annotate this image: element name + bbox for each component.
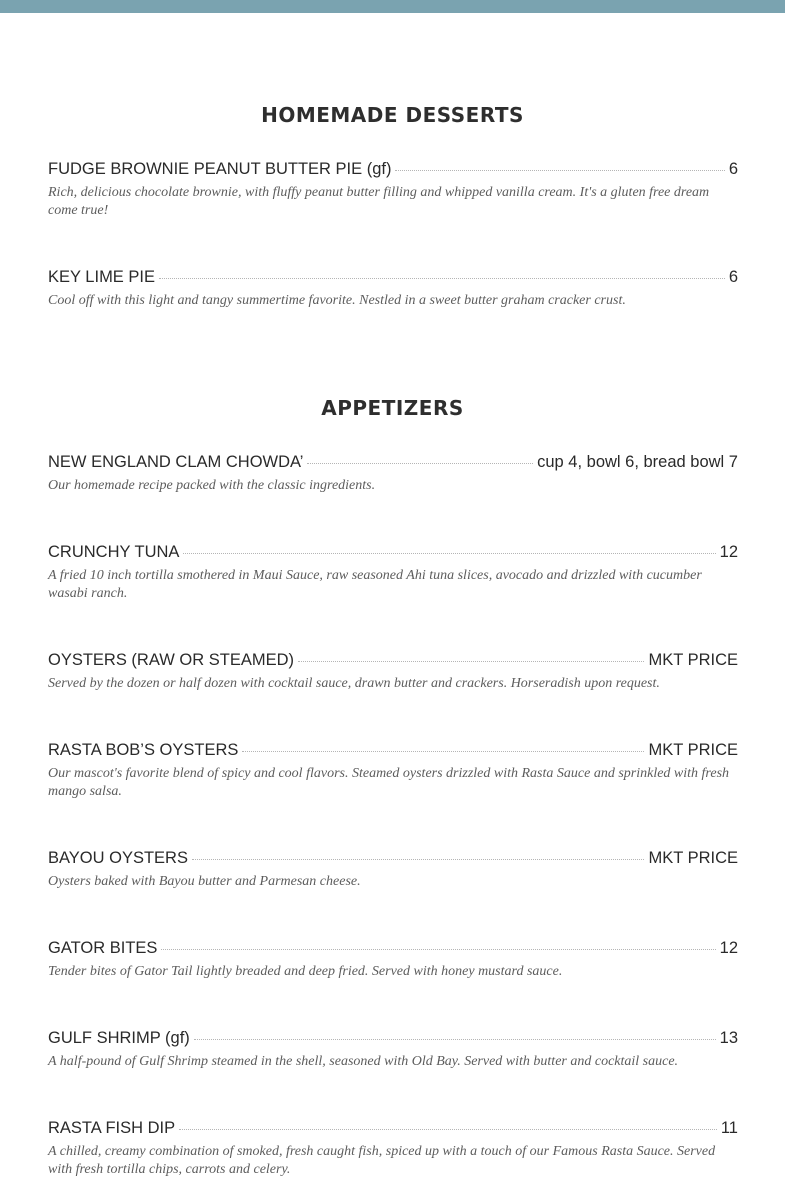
item-name: FUDGE BROWNIE PEANUT BUTTER PIE (gf) [48, 160, 392, 178]
section-title-desserts: HOMEMADE DESSERTS [261, 103, 524, 127]
menu-item-rasta-bobs-oysters [48, 740, 738, 801]
menu-item-crunchy-tuna [48, 542, 738, 603]
item-description: A fried 10 inch tortilla smothered in Maui Sauce, raw seasoned Ahi tuna slices, avocado and drizzled with cucumber wasabi ranch. [48, 568, 702, 601]
dot-leader [179, 1129, 717, 1130]
dot-leader [183, 553, 715, 554]
menu-item-oysters-raw-steamed [48, 650, 738, 693]
dot-leader [159, 278, 725, 279]
item-name: GATOR BITES [48, 939, 158, 957]
menu-item-key-lime-pie [48, 267, 738, 310]
item-description: Tender bites of Gator Tail lightly breaded and deep fried. Served with honey mustard sauce. [48, 964, 563, 979]
item-description: Served by the dozen or half dozen with cocktail sauce, drawn butter and crackers. Horseradish upon request. [48, 676, 660, 691]
item-description: Rich, delicious chocolate brownie, with fluffy peanut butter filling and whipped vanilla cream. It's a gluten free dream come true! [48, 185, 710, 218]
dot-leader [192, 859, 644, 860]
dot-leader [161, 949, 715, 950]
item-name: NEW ENGLAND CLAM CHOWDA’ [48, 453, 304, 471]
menu-item-gulf-shrimp [48, 1028, 738, 1071]
item-price: 12 [719, 939, 738, 957]
item-description: A half-pound of Gulf Shrimp steamed in the shell, seasoned with Old Bay. Served with butter and cocktail sauce. [48, 1054, 679, 1069]
dot-leader [395, 170, 724, 171]
item-price: 13 [719, 1029, 738, 1047]
item-price: MKT PRICE [648, 741, 738, 759]
menu-item-rasta-fish-dip [48, 1118, 738, 1179]
item-description: Oysters baked with Bayou butter and Parmesan cheese. [48, 874, 361, 889]
item-name: RASTA BOB’S OYSTERS [48, 741, 239, 759]
menu-item-gator-bites [48, 938, 738, 981]
item-price: 11 [720, 1119, 738, 1137]
dot-leader [194, 1039, 716, 1040]
item-description: Our homemade recipe packed with the classic ingredients. [48, 478, 376, 493]
item-price: cup 4, bowl 6, bread bowl 7 [537, 453, 738, 471]
item-price: MKT PRICE [648, 849, 738, 867]
dot-leader [307, 463, 533, 464]
item-name: KEY LIME PIE [48, 268, 155, 286]
item-name: GULF SHRIMP (gf) [48, 1029, 190, 1047]
item-price: 6 [728, 160, 738, 178]
menu-item-fudge-brownie-pie [48, 159, 738, 220]
item-description: Cool off with this light and tangy summertime favorite. Nestled in a sweet butter graham cracker crust. [48, 293, 626, 308]
menu-item-clam-chowda [48, 452, 738, 495]
section-title-appetizers: APPETIZERS [321, 396, 464, 420]
item-description: Our mascot's favorite blend of spicy and cool flavors. Steamed oysters drizzled with Rasta Sauce and sprinkled with fresh mango salsa. [48, 766, 730, 799]
item-name: RASTA FISH DIP [48, 1119, 176, 1137]
item-name: BAYOU OYSTERS [48, 849, 188, 867]
menu-item-bayou-oysters [48, 848, 738, 891]
item-name: OYSTERS (RAW OR STEAMED) [48, 651, 294, 669]
top-accent-bar [0, 0, 785, 13]
item-name: CRUNCHY TUNA [48, 543, 180, 561]
item-price: 6 [728, 268, 738, 286]
item-price: MKT PRICE [648, 651, 738, 669]
item-price: 12 [719, 543, 738, 561]
dot-leader [298, 661, 644, 662]
item-description: A chilled, creamy combination of smoked, fresh caught fish, spiced up with a touch of our Famous Rasta Sauce. Served with fresh tortilla chips, carrots and celery. [48, 1144, 716, 1177]
dot-leader [242, 751, 644, 752]
